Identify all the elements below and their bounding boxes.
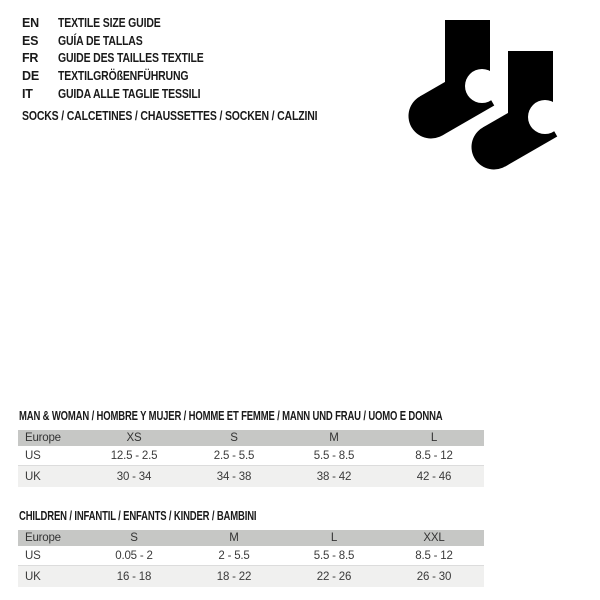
sock-left (409, 20, 500, 139)
size-value: 18 - 22 (216, 570, 252, 583)
row-label: UK (25, 570, 41, 583)
size-value: 0.05 - 2 (115, 549, 153, 562)
size-value: 5.5 - 8.5 (313, 549, 355, 562)
size-value: 12.5 - 2.5 (110, 449, 158, 462)
column-header: Europe (25, 432, 61, 444)
language-label: GUIDE DES TAILLES TEXTILE (58, 51, 204, 66)
column-header: Europe (25, 532, 61, 544)
table-row (18, 446, 484, 466)
language-list (22, 15, 231, 103)
size-value: 2 - 5.5 (218, 549, 250, 562)
size-value: 34 - 38 (216, 470, 252, 483)
column-header: S (230, 432, 238, 444)
size-value: 22 - 26 (316, 570, 352, 583)
size-value: 42 - 46 (416, 470, 452, 483)
column-header: S (130, 532, 138, 544)
language-row (22, 50, 231, 68)
adult-size-table (18, 430, 484, 487)
size-value: 8.5 - 12 (415, 449, 453, 462)
size-value: 30 - 34 (116, 470, 152, 483)
language-row (22, 33, 231, 51)
table-row (18, 566, 484, 587)
language-label: TEXTILGRÖßENFÜHRUNG (58, 69, 189, 84)
language-label: GUIDA ALLE TAGLIE TESSILI (58, 86, 201, 101)
size-value: 5.5 - 8.5 (313, 449, 355, 462)
column-header: M (229, 532, 239, 544)
children-table-title: CHILDREN / INFANTIL / ENFANTS / KINDER / BAMBINI (19, 509, 257, 523)
row-label: US (25, 549, 41, 562)
language-label: TEXTILE SIZE GUIDE (58, 16, 161, 30)
column-header: L (330, 532, 338, 544)
table-row (18, 546, 484, 566)
column-header: L (430, 432, 438, 444)
children-size-table (18, 530, 484, 587)
language-label: GUÍA DE TALLAS (58, 33, 143, 48)
adult-table-title: MAN & WOMAN / HOMBRE Y MUJER / HOMME ET FEMME / MANN UND FRAU / UOMO E DONNA (19, 409, 443, 423)
row-label: UK (25, 470, 41, 483)
language-code: EN (22, 16, 39, 30)
language-row (22, 15, 231, 33)
language-row (22, 68, 231, 86)
column-header: XS (126, 432, 142, 444)
size-value: 26 - 30 (416, 570, 452, 583)
column-header: M (329, 432, 339, 444)
language-code: DE (22, 69, 39, 84)
table-row (18, 466, 484, 487)
table-header-row (18, 430, 484, 446)
language-code: ES (22, 33, 39, 48)
language-code: IT (22, 86, 33, 101)
category-title: SOCKS / CALCETINES / CHAUSSETTES / SOCKEN / CALZINI (22, 109, 318, 123)
size-value: 16 - 18 (116, 570, 152, 583)
language-row (22, 86, 231, 104)
size-value: 8.5 - 12 (415, 549, 453, 562)
size-value: 38 - 42 (316, 470, 352, 483)
table-header-row (18, 530, 484, 546)
row-label: US (25, 449, 41, 462)
language-code: FR (22, 51, 39, 66)
socks-icon (400, 10, 580, 185)
column-header: XXL (423, 532, 445, 544)
size-value: 2.5 - 5.5 (213, 449, 255, 462)
